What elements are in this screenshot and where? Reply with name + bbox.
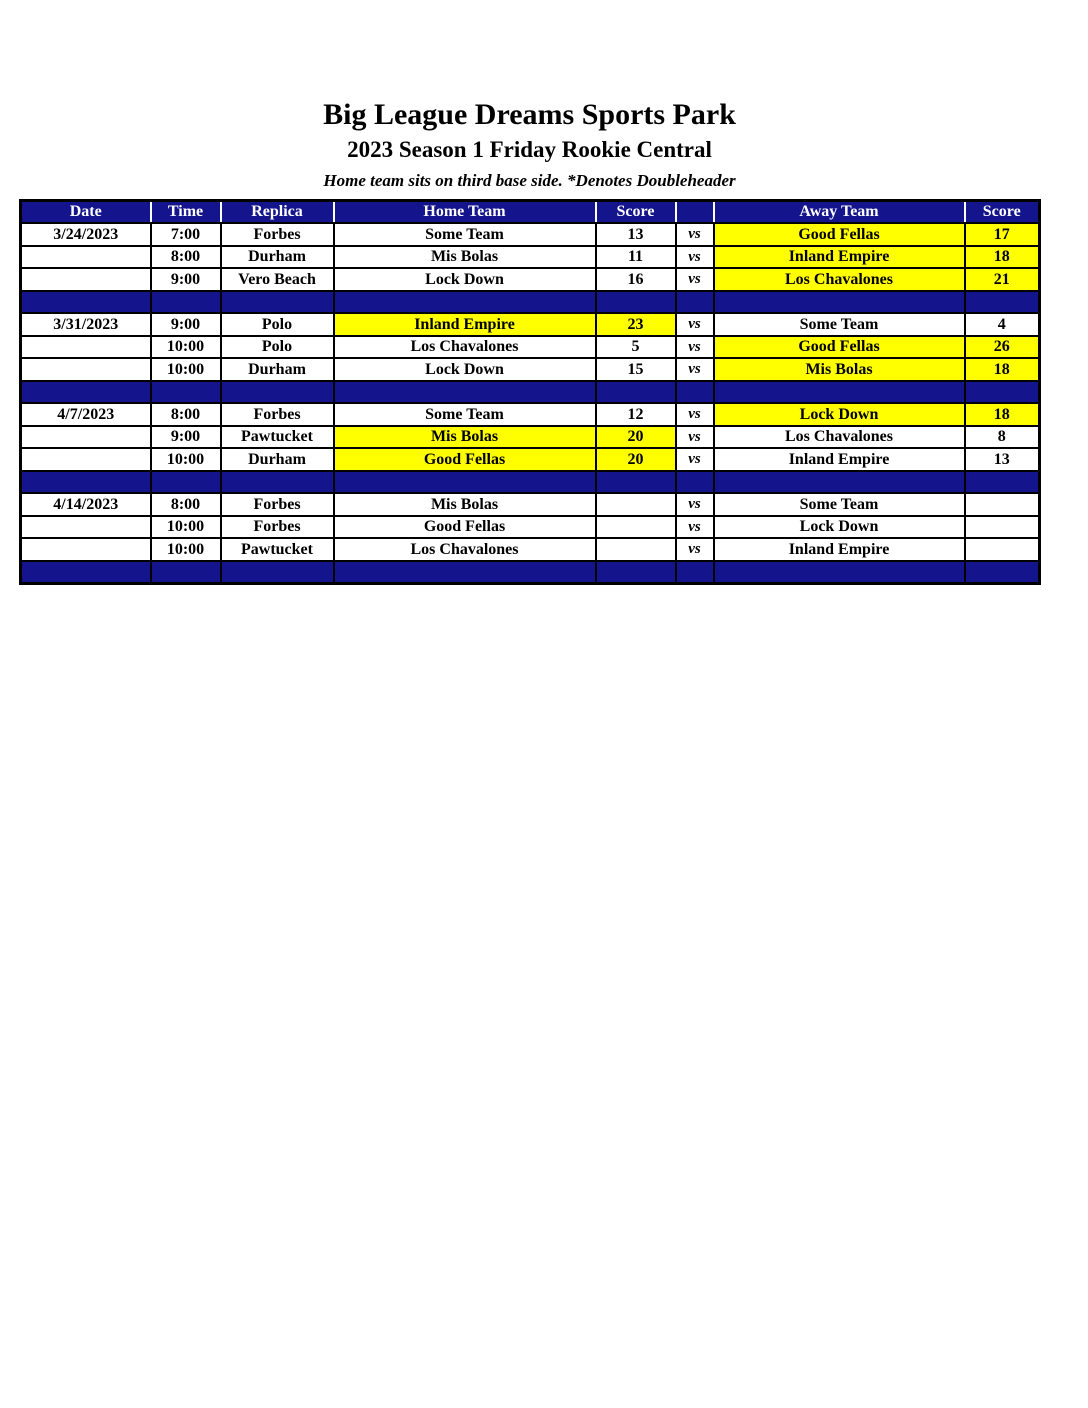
cell-vs: vs: [676, 313, 714, 336]
cell-date: [21, 268, 151, 291]
cell-home-team: Good Fellas: [334, 516, 596, 539]
cell-away-score: 18: [965, 403, 1040, 426]
cell-vs: vs: [676, 516, 714, 539]
cell-vs: vs: [676, 403, 714, 426]
page-subtitle: 2023 Season 1 Friday Rookie Central: [347, 137, 712, 162]
cell-replica: Pawtucket: [221, 426, 334, 449]
cell-time: 10:00: [151, 448, 221, 471]
cell-date: [21, 538, 151, 561]
cell-home-team: Lock Down: [334, 358, 596, 381]
cell-home-score: 23: [596, 313, 676, 336]
cell-home-team: Some Team: [334, 403, 596, 426]
cell-away-team: Some Team: [714, 493, 965, 516]
cell-replica: Polo: [221, 313, 334, 336]
title-block: [20, 98, 1039, 191]
cell-date: [21, 358, 151, 381]
cell-replica: Polo: [221, 336, 334, 359]
cell-vs: vs: [676, 336, 714, 359]
separator-row: [21, 291, 1040, 314]
cell-home-score: 5: [596, 336, 676, 359]
cell-date: 3/31/2023: [21, 313, 151, 336]
cell-time: 9:00: [151, 268, 221, 291]
cell-vs: vs: [676, 448, 714, 471]
cell-away-team: Good Fellas: [714, 223, 965, 246]
cell-home-team: Los Chavalones: [334, 538, 596, 561]
table-row: [21, 223, 1040, 246]
table-row: [21, 358, 1040, 381]
cell-date: 3/24/2023: [21, 223, 151, 246]
cell-time: 9:00: [151, 313, 221, 336]
cell-date: [21, 516, 151, 539]
cell-vs: vs: [676, 268, 714, 291]
cell-date: [21, 246, 151, 269]
cell-time: 10:00: [151, 358, 221, 381]
cell-time: 9:00: [151, 426, 221, 449]
cell-home-team: Lock Down: [334, 268, 596, 291]
schedule-sheet: [0, 0, 1088, 585]
cell-away-team: Some Team: [714, 313, 965, 336]
page-title: Big League Dreams Sports Park: [323, 98, 736, 131]
table-row: [21, 313, 1040, 336]
cell-home-score: [596, 493, 676, 516]
cell-vs: vs: [676, 426, 714, 449]
cell-away-team: Inland Empire: [714, 448, 965, 471]
cell-away-score: 18: [965, 358, 1040, 381]
cell-replica: Vero Beach: [221, 268, 334, 291]
cell-replica: Pawtucket: [221, 538, 334, 561]
cell-away-team: Los Chavalones: [714, 268, 965, 291]
table-row: [21, 448, 1040, 471]
cell-time: 7:00: [151, 223, 221, 246]
cell-replica: Forbes: [221, 403, 334, 426]
cell-away-team: Good Fellas: [714, 336, 965, 359]
cell-time: 10:00: [151, 516, 221, 539]
table-row: [21, 403, 1040, 426]
table-row: [21, 516, 1040, 539]
separator-row: [21, 561, 1040, 584]
cell-home-team: Inland Empire: [334, 313, 596, 336]
page-note: Home team sits on third base side. *Denotes Doubleheader: [323, 171, 736, 191]
cell-away-team: Lock Down: [714, 516, 965, 539]
table-row: [21, 493, 1040, 516]
cell-away-score: 26: [965, 336, 1040, 359]
cell-away-team: Inland Empire: [714, 246, 965, 269]
cell-home-score: 13: [596, 223, 676, 246]
cell-home-team: Good Fellas: [334, 448, 596, 471]
cell-away-team: Los Chavalones: [714, 426, 965, 449]
table-row: [21, 246, 1040, 269]
separator-row: [21, 381, 1040, 404]
cell-time: 8:00: [151, 246, 221, 269]
header-vs-spacer: [676, 201, 714, 224]
cell-vs: vs: [676, 358, 714, 381]
cell-home-score: 20: [596, 426, 676, 449]
table-row: [21, 336, 1040, 359]
header-home-team: Home Team: [334, 201, 596, 224]
table-header-row: [21, 201, 1040, 224]
cell-home-team: Los Chavalones: [334, 336, 596, 359]
cell-home-team: Mis Bolas: [334, 493, 596, 516]
cell-away-score: 13: [965, 448, 1040, 471]
cell-replica: Durham: [221, 246, 334, 269]
cell-away-team: Lock Down: [714, 403, 965, 426]
cell-date: 4/14/2023: [21, 493, 151, 516]
table-row: [21, 426, 1040, 449]
header-away-team: Away Team: [714, 201, 965, 224]
cell-away-score: [965, 516, 1040, 539]
header-time: Time: [151, 201, 221, 224]
cell-home-team: Mis Bolas: [334, 246, 596, 269]
cell-time: 10:00: [151, 336, 221, 359]
header-away-score: Score: [965, 201, 1040, 224]
cell-home-score: [596, 516, 676, 539]
cell-home-score: 15: [596, 358, 676, 381]
cell-replica: Durham: [221, 448, 334, 471]
cell-time: 8:00: [151, 493, 221, 516]
cell-home-score: 11: [596, 246, 676, 269]
cell-date: [21, 426, 151, 449]
cell-replica: Forbes: [221, 516, 334, 539]
cell-vs: vs: [676, 493, 714, 516]
cell-replica: Forbes: [221, 223, 334, 246]
cell-away-score: 17: [965, 223, 1040, 246]
cell-away-score: [965, 493, 1040, 516]
cell-time: 8:00: [151, 403, 221, 426]
cell-vs: vs: [676, 246, 714, 269]
cell-date: [21, 336, 151, 359]
cell-home-team: Mis Bolas: [334, 426, 596, 449]
cell-home-score: 20: [596, 448, 676, 471]
cell-vs: vs: [676, 223, 714, 246]
cell-vs: vs: [676, 538, 714, 561]
cell-away-team: Inland Empire: [714, 538, 965, 561]
cell-replica: Durham: [221, 358, 334, 381]
cell-away-score: 18: [965, 246, 1040, 269]
header-date: Date: [21, 201, 151, 224]
cell-home-team: Some Team: [334, 223, 596, 246]
cell-away-score: 8: [965, 426, 1040, 449]
cell-home-score: 12: [596, 403, 676, 426]
table-row: [21, 538, 1040, 561]
cell-replica: Forbes: [221, 493, 334, 516]
cell-away-score: 4: [965, 313, 1040, 336]
cell-home-score: 16: [596, 268, 676, 291]
cell-time: 10:00: [151, 538, 221, 561]
cell-away-team: Mis Bolas: [714, 358, 965, 381]
cell-home-score: [596, 538, 676, 561]
header-home-score: Score: [596, 201, 676, 224]
cell-date: [21, 448, 151, 471]
schedule-table: [19, 199, 1041, 585]
cell-date: 4/7/2023: [21, 403, 151, 426]
table-row: [21, 268, 1040, 291]
separator-row: [21, 471, 1040, 494]
cell-away-score: 21: [965, 268, 1040, 291]
header-replica: Replica: [221, 201, 334, 224]
cell-away-score: [965, 538, 1040, 561]
